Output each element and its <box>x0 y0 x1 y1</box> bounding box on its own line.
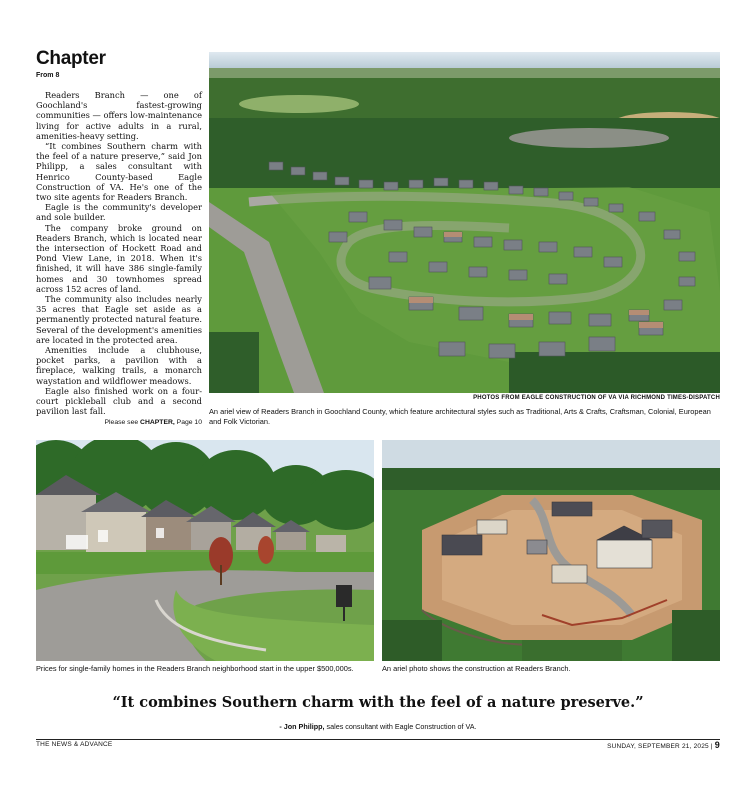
article-paragraph: “It combines Southern charm with the feel of a nature preserve,” said Jon Philipp, a sales consultant with Henrico County-based Eagle Construction of VA. He's one of the two site agents for Readers Branch. <box>36 141 202 203</box>
aerial-photo-caption: An ariel view of Readers Branch in Goochland County, which feature architectural styles such as Traditional, Arts & Crafts, Craftsman, Colonial, European and Folk Victorian. <box>209 407 711 426</box>
article-paragraph: The community also includes nearly 35 acres that Eagle set aside as a permanently protected natural feature. Several of the development's amenities are located in the protected area. <box>36 294 202 345</box>
jump-target: CHAPTER, <box>140 419 175 426</box>
article-paragraph: The company broke ground on Readers Branch, which is located near the intersection of Hockett Road and Pond View Lane, in 2018. When it's finished, it will have 386 single-family homes and 30 townhomes spread across 152 acres of land. <box>36 222 202 294</box>
attribution-role: sales consultant with Eagle Construction of VA. <box>326 722 477 731</box>
article-paragraph: Eagle is the community's developer and sole builder. <box>36 202 202 223</box>
article-body <box>36 90 202 417</box>
section-title: Chapter <box>36 48 106 69</box>
from-line: From 8 <box>36 72 60 79</box>
street-photo <box>36 440 374 661</box>
jump-prefix: Please see <box>104 419 139 426</box>
article-paragraph: Readers Branch — one of Goochland's fastest-growing communities — offers low-maintenance living for active adults in a rural, amenities-heavy setting. <box>36 90 202 141</box>
photo-credit: PHOTOS FROM EAGLE CONSTRUCTION OF VA VIA RICHMOND TIMES-DISPATCH <box>473 395 720 401</box>
footer-publication: THE NEWS & ADVANCE <box>36 741 113 748</box>
street-photo-caption: Prices for single-family homes in the Readers Branch neighborhood start in the upper $500,000s. <box>36 664 354 673</box>
street-image <box>36 440 374 661</box>
aerial-neighborhood-photo <box>209 52 720 393</box>
footer-separator: | <box>710 743 713 750</box>
pull-quote: “It combines Southern charm with the feel of a nature preserve.” <box>112 694 644 711</box>
jump-line[interactable] <box>36 419 202 426</box>
pull-quote-attribution <box>36 722 720 731</box>
aerial-neighborhood-image <box>209 52 720 393</box>
attribution-name: - Jon Philipp, <box>279 722 325 731</box>
construction-photo <box>382 440 720 661</box>
footer-date: SUNDAY, SEPTEMBER 21, 2025 <box>607 743 709 750</box>
article-paragraph: Amenities include a clubhouse, pocket parks, a pavilion with a fireplace, walking trails, a monarch waystation and wildflower meadows. <box>36 345 202 386</box>
article-paragraph: Eagle also finished work on a four-court pickleball club and a second pavilion last fall. <box>36 385 202 417</box>
footer-right <box>607 740 720 750</box>
construction-image <box>382 440 720 661</box>
jump-page: Page 10 <box>176 419 202 426</box>
construction-photo-caption: An ariel photo shows the construction at Readers Branch. <box>382 664 571 673</box>
page-number: 9 <box>714 740 720 750</box>
